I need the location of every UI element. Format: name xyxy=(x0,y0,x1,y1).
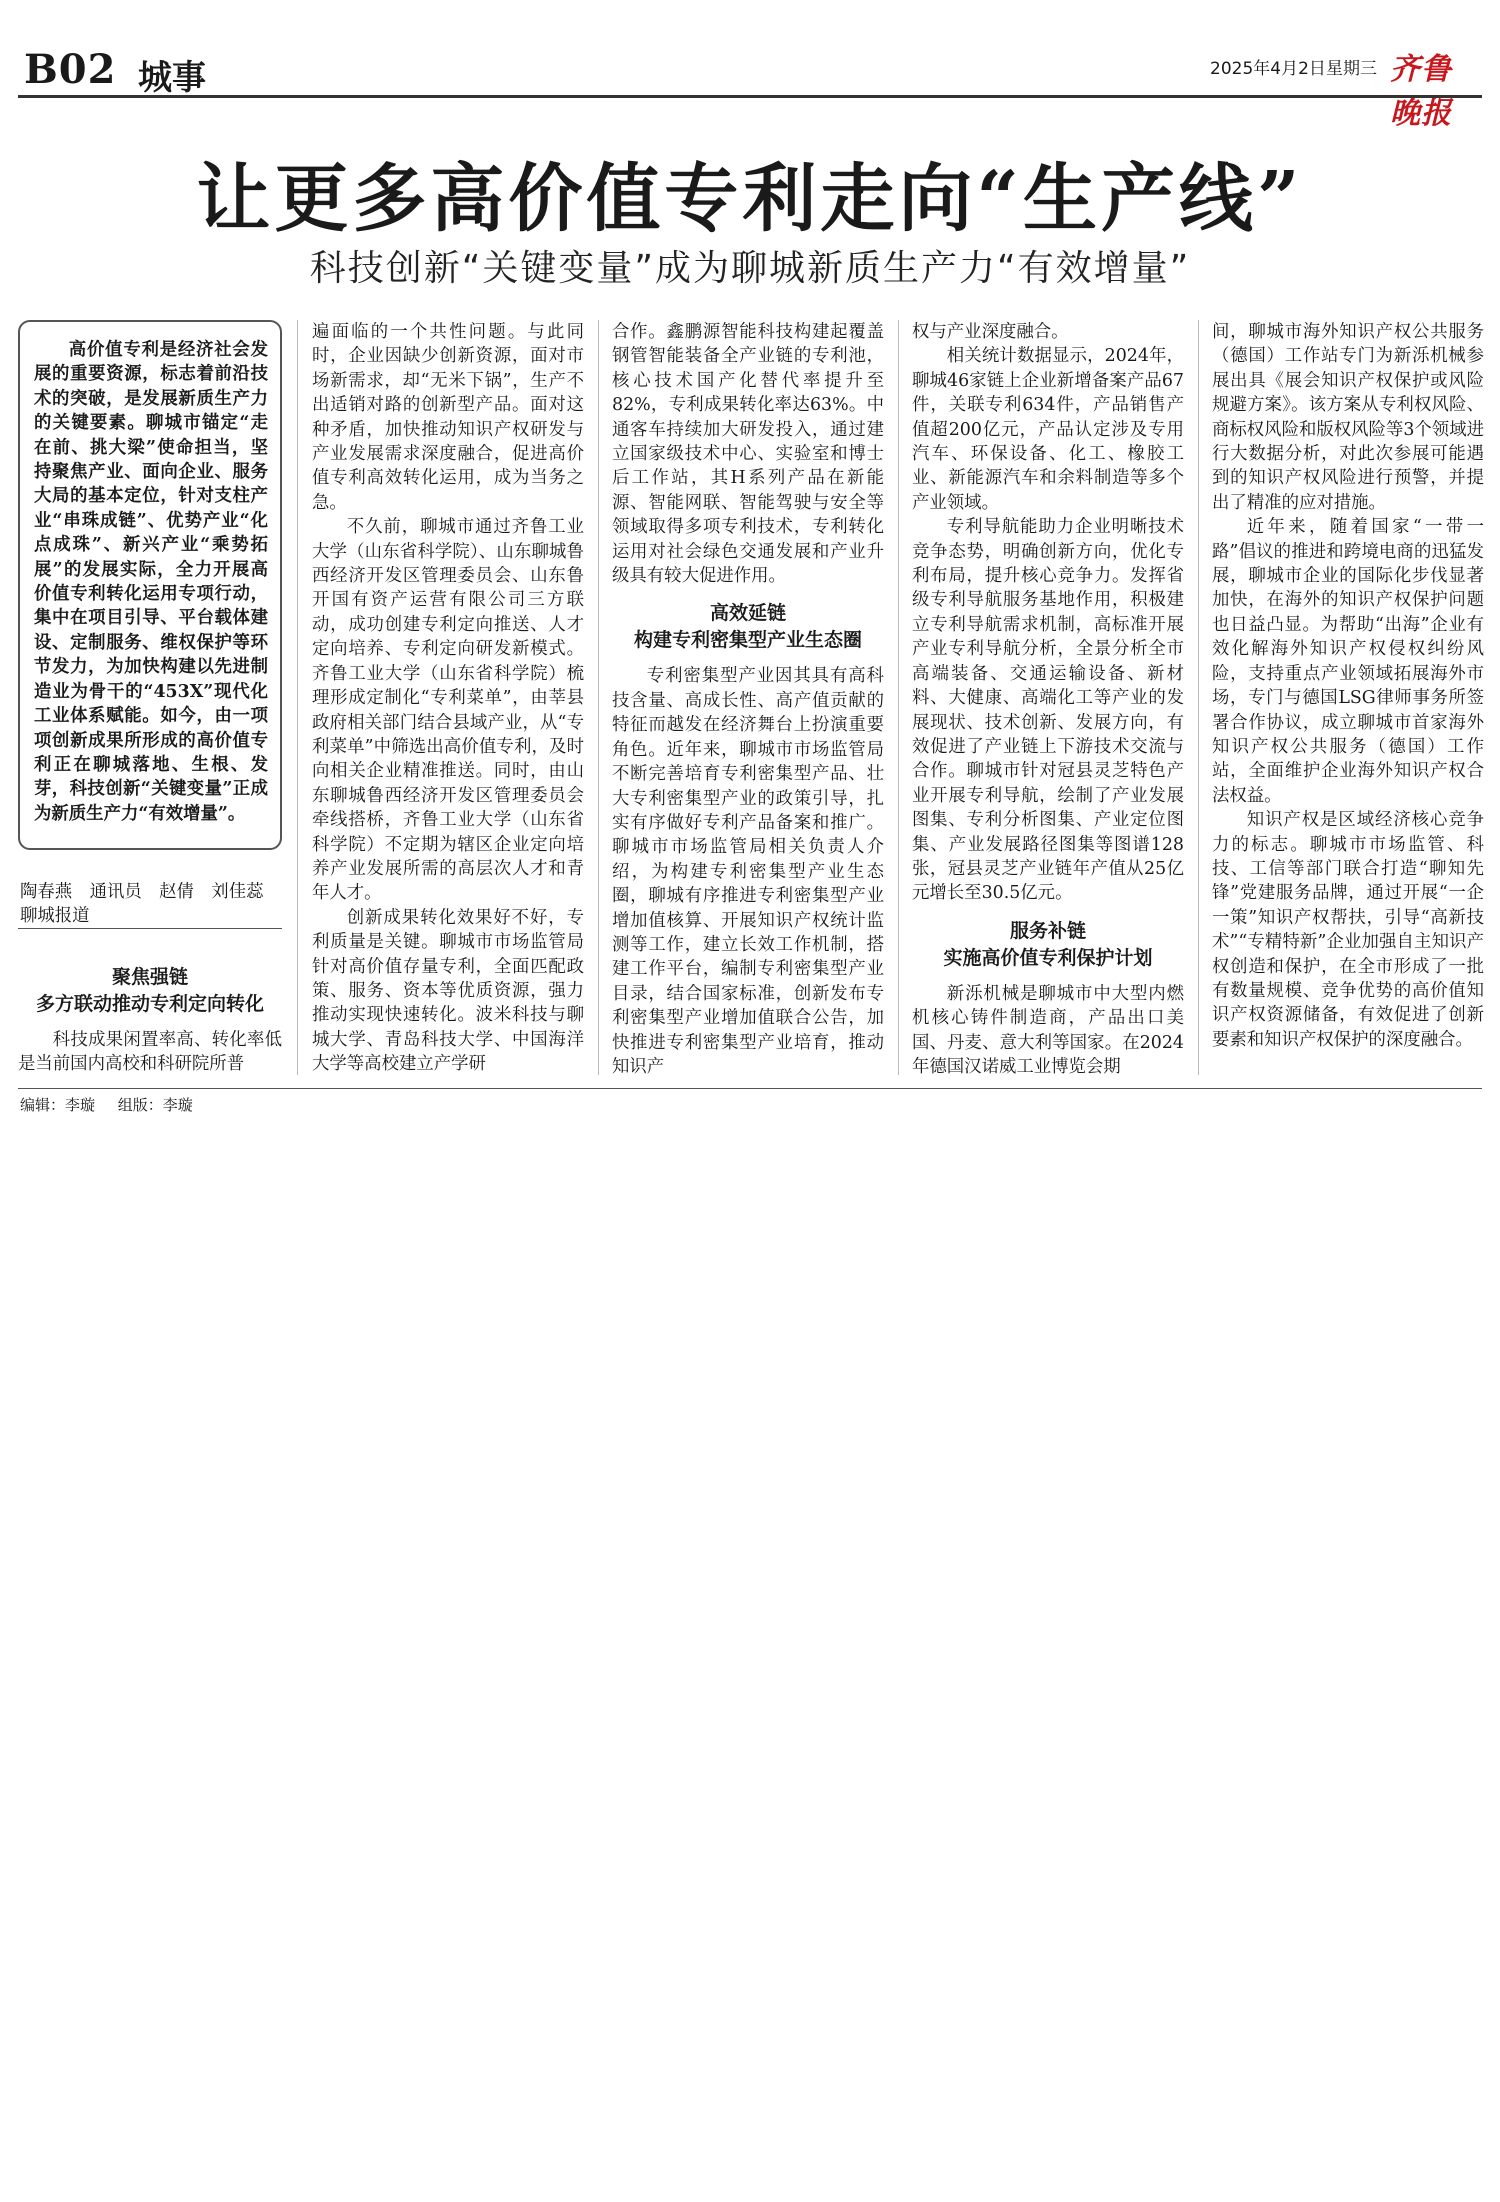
section-heading xyxy=(912,918,1184,972)
paragraph: 专利导航能助力企业明晰技术竞争态势，明确创新方向，优化专利布局，提升核心竞争力。发挥省级专利导航服务基地作用，积极建立专利导航需求机制，高标准开展产业专利导航分析，全景分析全市高端装备、交通运输设备、新材料、大健康、高端化工等产业的发展现状、技术创新、发展方向，有效促进了产业链上下游技术交流与合作。聊城市针对冠县灵芝特色产业开展专利导航，绘制了产业发展图集、专利分析图集、产业定位图集、产业发展路径图集等图谱128张，冠县灵芝产业链年产值从25亿元增长至30.5亿元。 xyxy=(912,517,1184,904)
section-heading-sub: 构建专利密集型产业生态圈 xyxy=(633,629,862,652)
paragraph: 专利密集型产业因其具有高科技含量、高成长性、高产值贡献的特征而越发在经济舞台上扮演重要角色。近年来，聊城市市场监管局不断完善培育专利密集型产品、壮大专利密集型产业的政策引导，扎实有序做好专利产品备案和推广。聊城市市场监管局相关负责人介绍，为构建专利密集型产业生态圈，聊城有序推进专利密集型产业增加值核算、开展知识产权统计监测等工作，建立长效工作机制，搭建工作平台，编制专利密集型产业目录，结合国家标准，创新发布专利密集型产业增加值联合公告，加快推进专利密集型产业培育，推动知识产 xyxy=(612,666,884,1077)
article-title: 让更多高价值专利走向“生产线” xyxy=(196,156,1304,242)
byline-location: 聊城报道 xyxy=(20,906,90,927)
section-heading-sub: 多方联动推动专利定向转化 xyxy=(35,993,264,1015)
column-divider xyxy=(1198,320,1199,1075)
section-name: 城事 xyxy=(138,58,206,98)
header-rule xyxy=(18,95,1482,98)
paragraph: 新泺机械是聊城市中大型内燃机核心铸件制造商，产品出口美国、丹麦、意大利等国家。在2024年德国汉诺威工业博览会期 xyxy=(912,983,1184,1077)
editor-credit: 编辑：李璇 xyxy=(20,1096,96,1114)
column-divider xyxy=(598,320,599,1075)
section-heading xyxy=(18,964,282,1018)
page-header xyxy=(18,40,1482,131)
page-footer xyxy=(20,1094,211,1115)
byline-rule xyxy=(18,928,282,929)
column-divider xyxy=(898,320,899,1075)
column-1 xyxy=(18,952,282,1077)
page-number: B02 xyxy=(24,46,117,93)
paragraph: 遍面临的一个共性问题。与此同时，企业因缺少创新资源，面对市场新需求，却“无米下锅”，生产不出适销对路的创新型产品。面对这种矛盾，加快推动知识产权研发与产业发展需求深度融合，促进高价值专利高效转化运用，成为当务之急。 xyxy=(312,322,584,513)
lead-paragraph: 高价值专利是经济社会发展的重要资源，标志着前沿技术的突破，是发展新质生产力的关键要素。聊城市锚定“走在前、挑大梁”使命担当，坚持聚焦产业、面向企业、服务大局的基本定位，针对支柱产业“串珠成链”、优势产业“化点成珠”、新兴产业“乘势拓展”的发展实际，全力开展高价值专利转化运用专项行动，集中在项目引导、平台载体建设、定制服务、维权保护等环节发力，为加快构建以先进制造业为骨干的“453X”现代化工业体系赋能。如今，由一项项创新成果所形成的高价值专利正在聊城落地、生根、发芽，科技创新“关键变量”正成为新质生产力“有效增量”。 xyxy=(34,340,268,824)
section-heading-sub: 实施高价值专利保护计划 xyxy=(943,946,1153,969)
column-3 xyxy=(612,320,884,1079)
paragraph: 相关统计数据显示，2024年，聊城46家链上企业新增备案产品67件，关联专利634件，产品销售产值超200亿元，产品认定涉及专用汽车、环保设备、化工、橡胶工业、新能源汽车和余料制造等多个产业领域。 xyxy=(912,346,1184,513)
section-heading-main: 服务补链 xyxy=(1009,919,1086,942)
column-4 xyxy=(912,320,1184,1079)
issue-date: 2025年4月2日 xyxy=(1210,59,1326,79)
column-2 xyxy=(312,320,584,1077)
section-heading-main: 高效延链 xyxy=(709,602,786,625)
paragraph: 合作。鑫鹏源智能科技构建起覆盖钢管智能装备全产业链的专利池，核心技术国产化替代率提升至82%，专利成果转化率达63%。中通客车持续加大研发投入，通过建立国家级技术中心、实验室和博士后工作站，其H系列产品在新能源、智能网联、智能驾驶与安全等领域取得多项专利技术，专利转化运用对社会绿色交通发展和产业升级具有较大促进作用。 xyxy=(612,322,884,587)
byline xyxy=(20,880,282,929)
column-5 xyxy=(1212,320,1484,1052)
lead-text xyxy=(34,338,268,826)
footer-rule xyxy=(18,1088,1482,1089)
section-heading xyxy=(612,600,884,654)
paragraph: 知识产权是区域经济核心竞争力的标志。聊城市市场监管、科技、工信等部门联合打造“聊知先锋”党建服务品牌，通过开展“一企一策”知识产权帮扶，引导“高新技术”“专精特新”企业加强自主知识产权创造和保护，在全市形成了一批有数量规模、竞争优势的高价值知识产权资源储备，有效促进了创新要素和知识产权保护的深度融合。 xyxy=(1212,810,1484,1050)
issue-weekday: 星期三 xyxy=(1326,59,1377,79)
column-divider xyxy=(297,320,298,1075)
article-subtitle: 科技创新“关键变量”成为聊城新质生产力“有效增量” xyxy=(309,248,1191,289)
paragraph: 科技成果闲置率高、转化率低是当前国内高校和科研院所普 xyxy=(18,1030,282,1075)
layout-credit: 组版：李璇 xyxy=(117,1096,193,1114)
byline-authors: 陶春燕 通讯员 赵倩 刘佳蕊 xyxy=(20,882,264,902)
section-heading-main: 聚焦强链 xyxy=(111,966,188,988)
paragraph: 间，聊城市海外知识产权公共服务（德国）工作站专门为新泺机械参展出具《展会知识产权保护或风险规避方案》。该方案从专利权风险、商标权风险和版权风险等3个领域进行大数据分析，对此次参展可能遇到的知识产权风险进行预警，并提出了精准的应对措施。 xyxy=(1212,322,1484,513)
paragraph: 创新成果转化效果好不好，专利质量是关键。聊城市市场监管局针对高价值存量专利，全面匹配政策、服务、资本等优质资源，强力推动实现快速转化。波米科技与聊城大学、青岛科技大学、中国海洋大学等高校建立产学研 xyxy=(312,907,584,1075)
paragraph: 近年来，随着国家“一带一路”倡议的推进和跨境电商的迅猛发展，聊城市企业的国际化步伐显著加快，在海外的知识产权保护问题也日益凸显。为帮助“出海”企业有效化解海外知识产权侵权纠纷风险，支持重点产业领域拓展海外市场，专门与德国LSG律师事务所签署合作协议，成立聊城市首家海外知识产权公共服务（德国）工作站，全面维护企业海外知识产权合法权益。 xyxy=(1212,517,1484,806)
paragraph: 权与产业深度融合。 xyxy=(912,322,1069,342)
newspaper-logo: 齐鲁晚报 xyxy=(1390,52,1452,131)
paragraph: 不久前，聊城市通过齐鲁工业大学（山东省科学院）、山东聊城鲁西经济开发区管理委员会、山东鲁开国有资产运营有限公司三方联动，成功创建专利定向推送、人才定向培养、专利定向研发新模式。齐鲁工业大学（山东省科学院）梳理形成定制化“专利菜单”，由莘县政府相关部门结合县域产业，从“专利菜单”中筛选出高价值专利，及时向相关企业精准推送。同时，由山东聊城鲁西经济开发区管理委员会牵线搭桥，齐鲁工业大学（山东省科学院）不定期为辖区企业定向培养产业发展所需的高层次人才和青年人才。 xyxy=(312,517,584,904)
